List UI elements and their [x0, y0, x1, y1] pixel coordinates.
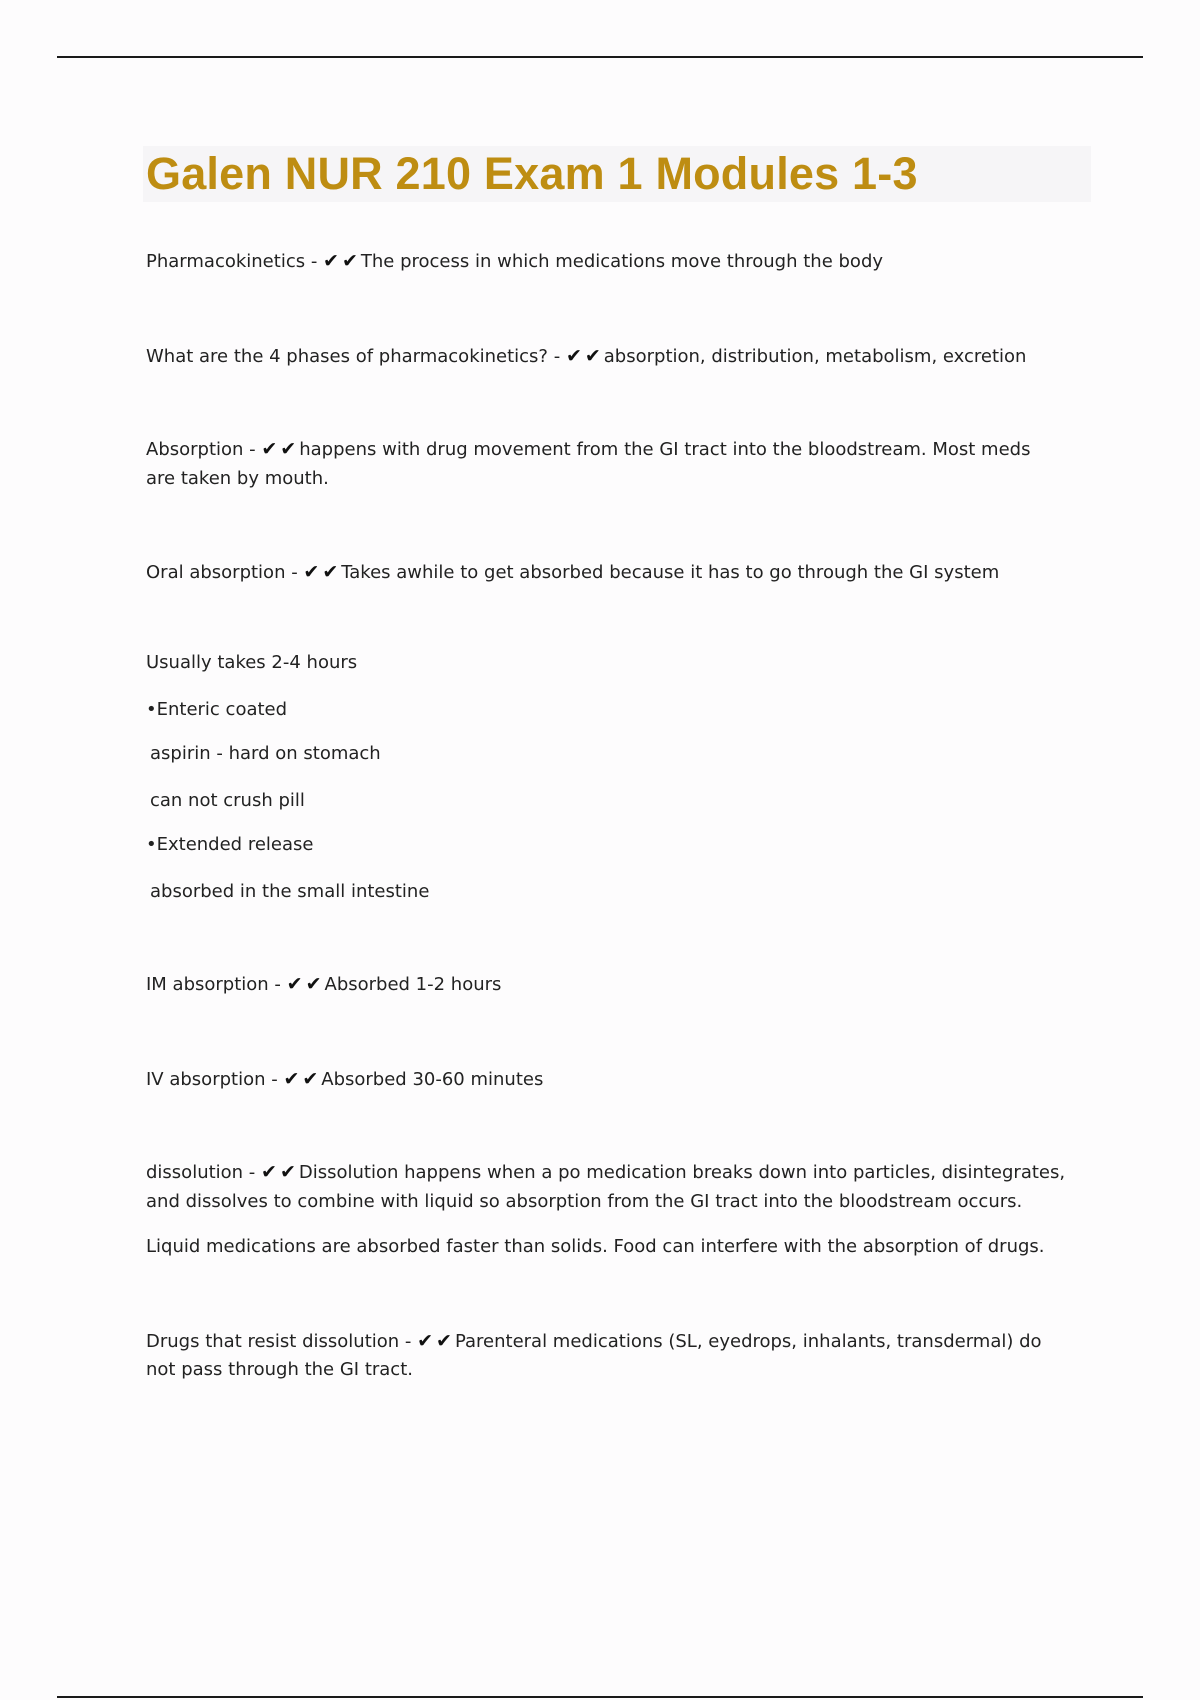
check-icon: ✔ — [280, 438, 297, 460]
entry-four-phases — [146, 341, 1026, 372]
entry-im-absorption — [146, 969, 501, 1000]
entry-term: IV absorption - — [146, 1069, 284, 1090]
entry-oral-absorption — [146, 557, 999, 588]
entry-resist-dissolution — [146, 1326, 1042, 1357]
check-icon: ✔ — [302, 1068, 319, 1090]
check-icon: ✔ — [305, 973, 322, 995]
entry-dissolution-continued: and dissolves to combine with liquid so absorption from the GI tract into the bloodstream occurs. — [146, 1191, 1023, 1212]
check-icon: ✔ — [261, 1161, 277, 1183]
top-rule — [57, 56, 1143, 58]
entry-term: IM absorption - — [146, 974, 287, 995]
entry-definition: The process in which medications move through the body — [360, 251, 884, 272]
entry-definition: Parenteral medications (SL, eyedrops, inhalants, transdermal) do — [454, 1331, 1042, 1352]
note-line: aspirin - hard on stomach — [150, 743, 381, 764]
check-icon: ✔ — [436, 1330, 452, 1352]
check-icon: ✔ — [279, 1161, 296, 1183]
check-icon: ✔ — [261, 438, 278, 460]
entry-resist-dissolution-continued: not pass through the GI tract. — [146, 1359, 413, 1380]
entry-pharmacokinetics — [146, 246, 883, 277]
entry-absorption — [146, 434, 1030, 465]
note-line: •Extended release — [146, 834, 314, 855]
note-line: Usually takes 2-4 hours — [146, 652, 358, 673]
entry-definition: Dissolution happens when a po medication breaks down into particles, disintegrates, — [298, 1162, 1066, 1183]
note-line: absorbed in the small intestine — [150, 881, 430, 902]
entry-dissolution-note: Liquid medications are absorbed faster than solids. Food can interfere with the absorption of drugs. — [146, 1236, 1045, 1257]
entry-term: dissolution - — [146, 1162, 262, 1183]
check-icon: ✔ — [283, 1068, 300, 1090]
check-icon: ✔ — [417, 1330, 434, 1352]
entry-term: Absorption - — [146, 439, 262, 460]
entry-iv-absorption — [146, 1064, 543, 1095]
entry-definition: Absorbed 1-2 hours — [324, 974, 502, 995]
entry-definition: Absorbed 30-60 minutes — [321, 1069, 544, 1090]
page-title: Galen NUR 210 Exam 1 Modules 1-3 — [146, 148, 918, 199]
entry-term: Drugs that resist dissolution - — [146, 1331, 418, 1352]
entry-definition: happens with drug movement from the GI tract into the bloodstream. Most meds — [299, 439, 1031, 460]
check-icon: ✔ — [584, 345, 601, 367]
note-line: can not crush pill — [150, 790, 305, 811]
check-icon: ✔ — [286, 973, 303, 995]
check-icon: ✔ — [323, 250, 339, 272]
entry-definition: Takes awhile to get absorbed because it has to go through the GI system — [341, 562, 1000, 583]
check-icon: ✔ — [341, 250, 358, 272]
entry-term: Oral absorption - — [146, 562, 304, 583]
entry-absorption-continued: are taken by mouth. — [146, 468, 329, 489]
entry-term: Pharmacokinetics - — [146, 251, 324, 272]
entry-term: What are the 4 phases of pharmacokinetics? - — [146, 346, 566, 367]
check-icon: ✔ — [303, 561, 320, 583]
entry-definition: absorption, distribution, metabolism, excretion — [603, 346, 1027, 367]
entry-dissolution — [146, 1157, 1065, 1188]
note-line: •Enteric coated — [146, 699, 288, 720]
check-icon: ✔ — [322, 561, 339, 583]
bottom-rule — [57, 1696, 1143, 1698]
check-icon: ✔ — [565, 345, 582, 367]
